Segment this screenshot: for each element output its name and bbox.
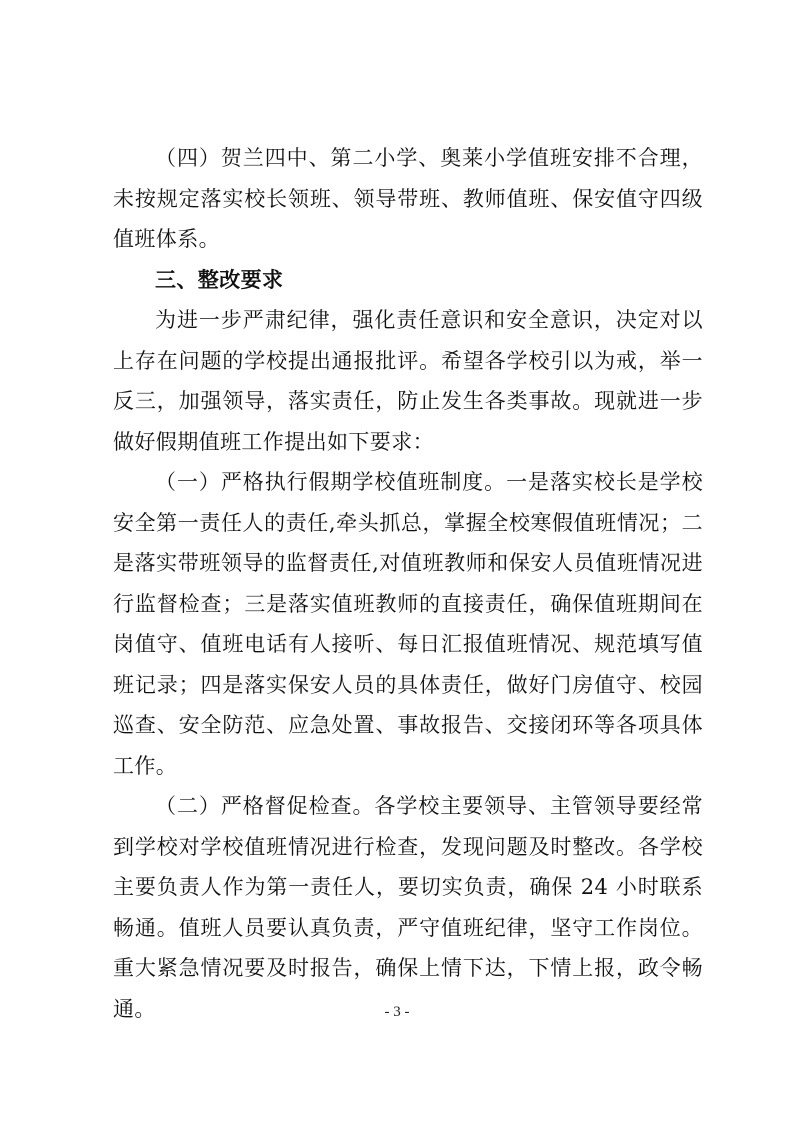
paragraph-duty-arrangement: （四）贺兰四中、第二小学、奥莱小学值班安排不合理，未按规定落实校长领班、领导带班、教师值班、保安值守四级值班体系。 xyxy=(113,146,703,251)
page-number: - 3 - xyxy=(384,1004,410,1020)
section-heading-rectification: 三、整改要求 xyxy=(155,267,284,292)
paragraph-duty-system: （一）严格执行假期学校值班制度。一是落实校长是学校安全第一责任人的责任,牵头抓总，掌握全校寒假值班情况；二是落实带班领导的监督责任,对值班教师和保安人员值班情况进行监督检查；三是落实值班教师的直接责任，确保值班期间在岗值守、值班电话有人接听、每日汇报值班情况、规范填写值班记录；四是落实保安人员的具体责任，做好门房值守、校园巡查、安全防范、应急处置、事故报告、交接闭环等各项具体工作。 xyxy=(113,470,703,778)
paragraph-supervision: （二）严格督促检查。各学校主要领导、主管领导要经常到学校对学校值班情况进行检查，发现问题及时整改。各学校主要负责人作为第一责任人，要切实负责，确保 24 小时联系畅通。值班人员要认真负责，严守值班纪律，坚守工作岗位。重大紧急情况要及时报告，确保上情下达，下情上报，政令畅通。 xyxy=(113,794,703,1021)
document-body xyxy=(113,138,703,1029)
paragraph-criticism-notice: 为进一步严肃纪律，强化责任意识和安全意识，决定对以上存在问题的学校提出通报批评。希望各学校引以为戒，举一反三，加强领导，落实责任，防止发生各类事故。现就进一步做好假期值班工作提出如下要求： xyxy=(113,308,703,454)
